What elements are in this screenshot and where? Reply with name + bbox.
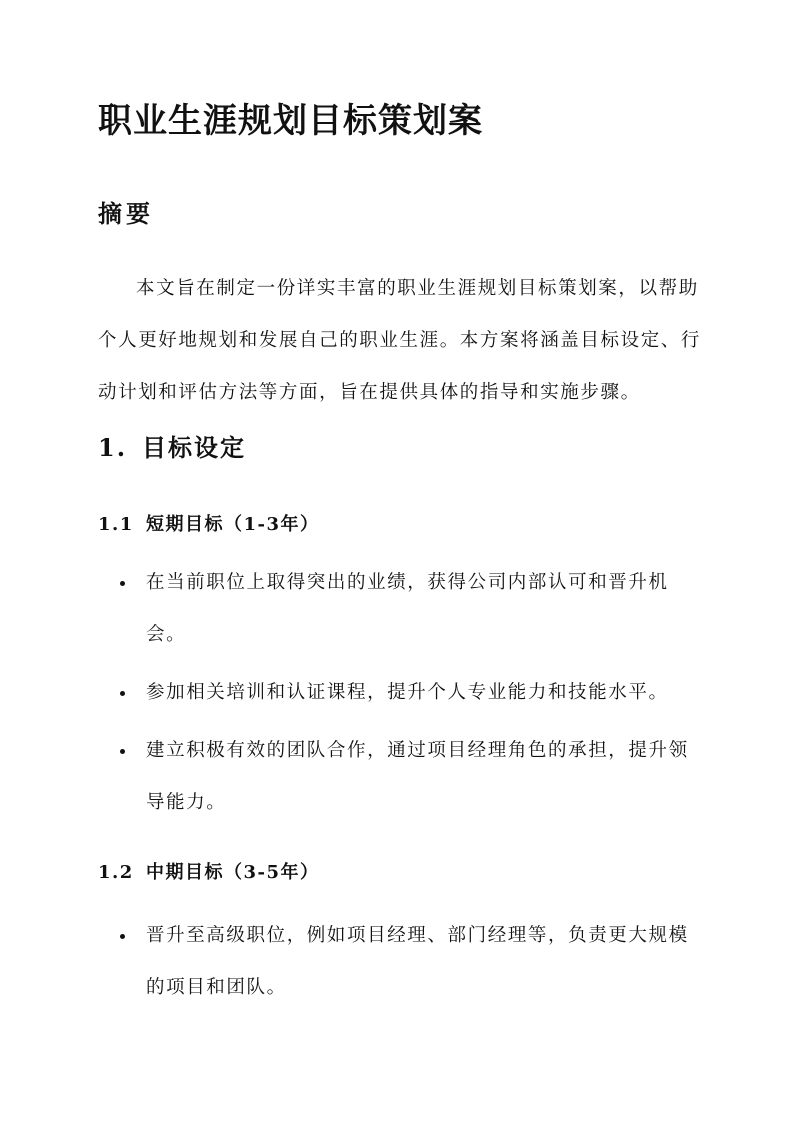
list-item-text: 在当前职位上取得突出的业绩，获得公司内部认可和晋升机会。: [146, 572, 669, 645]
subsection-title: 中期目标（3-5年）: [146, 862, 320, 883]
bullet-icon: [120, 934, 125, 939]
bullet-icon: [120, 749, 125, 754]
section-heading-goal-setting: [98, 428, 246, 463]
bullet-icon: [120, 691, 125, 696]
mid-term-goal-list: [98, 910, 718, 1020]
list-item-text: 建立积极有效的团队合作，通过项目经理角色的承担，提升领导能力。: [146, 740, 689, 813]
list-item-text: 晋升至高级职位，例如项目经理、部门经理等，负责更大规模的项目和团队。: [146, 925, 689, 998]
section-number: 1.: [98, 433, 128, 462]
document-title: 职业生涯规划目标策划案: [98, 101, 483, 141]
list-item: [98, 725, 701, 829]
list-item-text: 参加相关培训和认证课程，提升个人专业能力和技能水平。: [146, 682, 669, 703]
subsection-number: 1.1: [98, 514, 134, 535]
bullet-icon: [120, 581, 125, 586]
subsection-heading-mid-term: [98, 858, 320, 884]
abstract-heading: 摘要: [98, 199, 154, 228]
list-item: [98, 557, 701, 661]
short-term-goal-list: [98, 557, 718, 835]
subsection-title: 短期目标（1-3年）: [146, 514, 320, 535]
section-title: 目标设定: [142, 433, 246, 462]
abstract-paragraph: 本文旨在制定一份详实丰富的职业生涯规划目标策划案，以帮助个人更好地规划和发展自己的职业生涯。本方案将涵盖目标设定、行动计划和评估方法等方面，旨在提供具体的指导和实施步骤。: [98, 278, 702, 403]
list-item: [98, 910, 701, 1014]
subsection-number: 1.2: [98, 862, 134, 883]
list-item: [98, 667, 701, 719]
subsection-heading-short-term: [98, 510, 320, 536]
